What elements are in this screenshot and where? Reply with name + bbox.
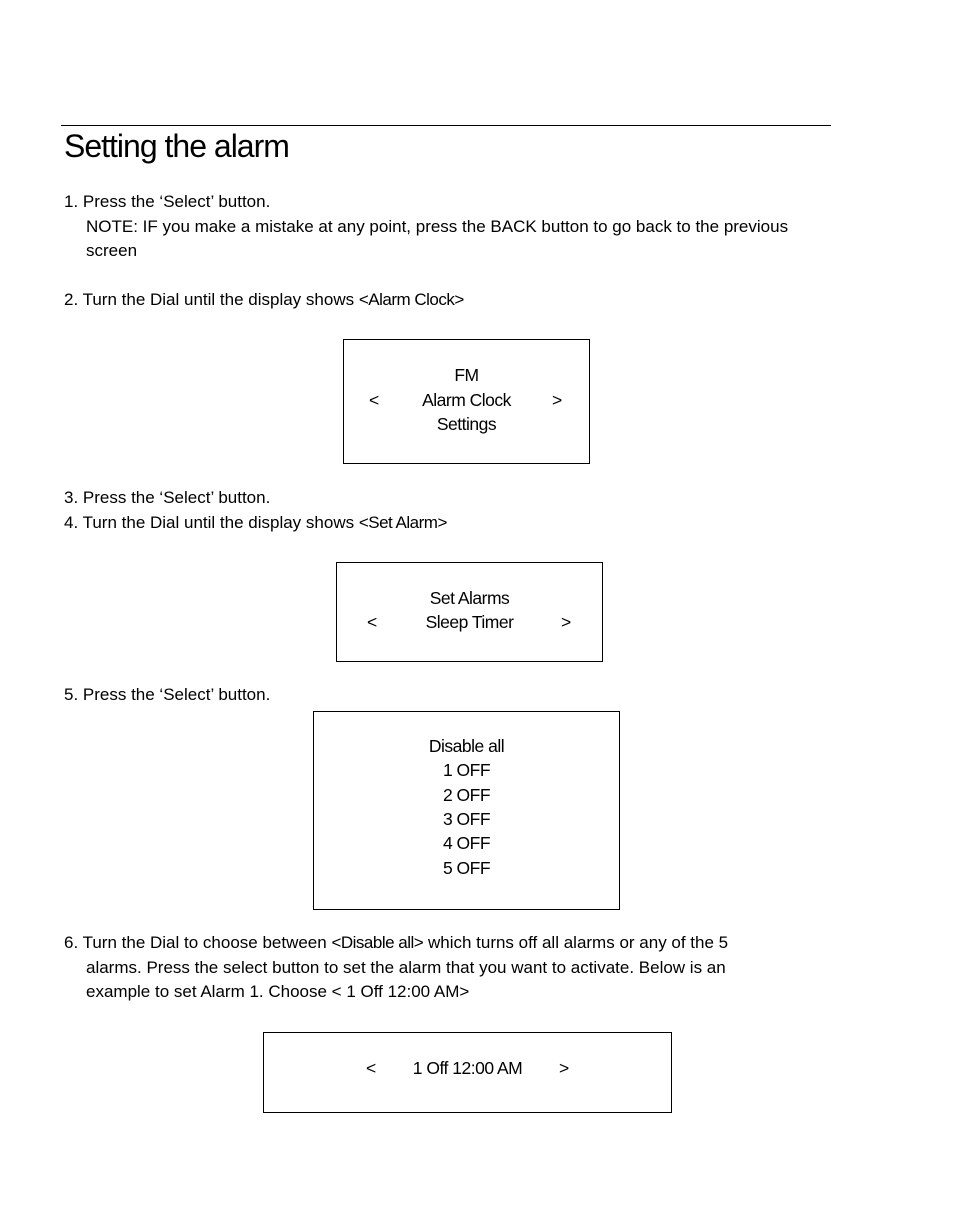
page-title: Setting the alarm (64, 128, 289, 164)
display-right-arrow: > (561, 612, 571, 632)
step-6-text-rest: which turns off all alarms or any of the 5 (423, 933, 729, 952)
step-3 (64, 486, 844, 511)
display-line-alarm-4: 4 OFF (442, 833, 491, 853)
display-alarm-list (313, 711, 620, 910)
step-3-text: 3. Press the ‘Select’ button. (64, 488, 271, 507)
step-4-text: 4. Turn the Dial until the display shows (64, 513, 359, 532)
step-6-line-3: example to set Alarm 1. Choose < 1 Off 12:00 AM> (86, 982, 470, 1001)
display-line-alarm-1: 1 OFF (442, 760, 491, 780)
step-5-text: 5. Press the ‘Select’ button. (64, 685, 271, 704)
display-left-arrow: < (366, 1058, 376, 1078)
display-line-alarm-clock: Alarm Clock (422, 390, 511, 410)
display-alarm-menu (336, 562, 603, 662)
display-left-arrow: < (367, 612, 377, 632)
display-line-alarm-2: 2 OFF (442, 785, 491, 805)
display-alarm-1-setting (263, 1032, 672, 1113)
step-6-highlight: <Disable all> (331, 933, 424, 952)
step-6-line-2: alarms. Press the select button to set the alarm that you want to activate. Below is an (86, 957, 726, 977)
display-line-alarm-1-time: 1 Off 12:00 AM (412, 1058, 523, 1078)
display-line-disable-all: Disable all (428, 736, 505, 756)
display-line-alarm-3: 3 OFF (442, 809, 491, 829)
step-4 (64, 511, 844, 536)
step-1-text: 1. Press the ‘Select’ button. (64, 192, 271, 211)
display-line-settings: Settings (436, 414, 497, 434)
display-right-arrow: > (559, 1058, 569, 1078)
display-line-alarm-5: 5 OFF (442, 858, 491, 878)
step-2 (64, 288, 844, 313)
display-right-arrow: > (552, 390, 562, 410)
step-2-text: 2. Turn the Dial until the display shows (64, 290, 359, 309)
display-line-fm: FM (454, 365, 479, 385)
step-5 (64, 683, 844, 708)
step-6 (64, 931, 844, 1005)
display-left-arrow: < (369, 390, 379, 410)
step-1-note-cont: screen (86, 241, 138, 260)
display-main-menu (343, 339, 590, 464)
display-line-set-alarms: Set Alarms (429, 588, 510, 608)
step-6-text: 6. Turn the Dial to choose between (64, 933, 332, 952)
display-line-sleep-timer: Sleep Timer (425, 612, 514, 632)
step-1-note: NOTE: IF you make a mistake at any point, press the BACK button to go back to the previous (86, 216, 789, 236)
step-1 (64, 190, 844, 264)
step-2-highlight: <Alarm Clock> (358, 290, 464, 309)
step-4-highlight: <Set Alarm> (358, 513, 447, 532)
